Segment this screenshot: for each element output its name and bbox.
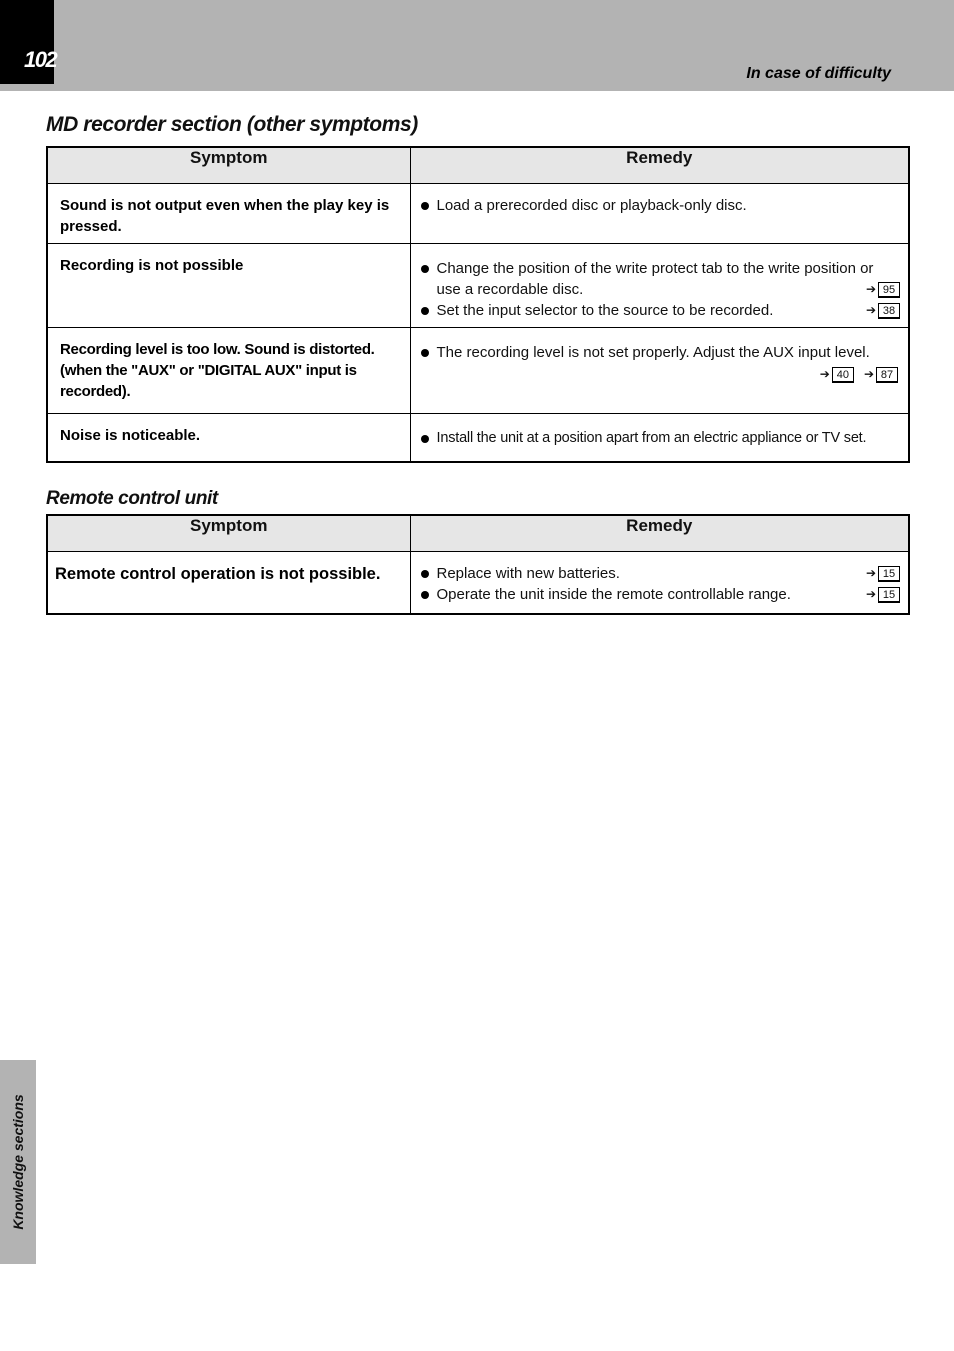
page-number-box bbox=[0, 0, 57, 84]
remedy-item bbox=[419, 258, 901, 300]
remedy-item bbox=[419, 563, 901, 584]
remedy-text: Replace with new batteries. bbox=[436, 565, 620, 582]
remedy-text: Load a prerecorded disc or playback-only disc. bbox=[436, 197, 747, 214]
page-number: 102 bbox=[24, 47, 57, 72]
table-row bbox=[47, 552, 909, 614]
page-reference bbox=[864, 300, 900, 321]
symptom-cell: Sound is not output even when the play key is pressed. bbox=[47, 184, 410, 244]
symptom-cell: Recording level is too low. Sound is distorted. (when the "AUX" or "DIGITAL AUX" input is recorded). bbox=[47, 328, 410, 414]
remedy-text: Set the input selector to the source to be recorded. bbox=[436, 302, 774, 319]
remedy-item bbox=[419, 300, 901, 321]
arrow-right-icon: ➔ bbox=[865, 587, 876, 601]
remedy-cell bbox=[410, 552, 909, 614]
bullet-icon bbox=[421, 570, 429, 578]
book-page-icon: 38 bbox=[878, 303, 900, 319]
symptom-cell: Remote control operation is not possible. bbox=[47, 552, 410, 614]
book-page-icon: 87 bbox=[876, 367, 898, 383]
book-page-icon: 40 bbox=[832, 367, 854, 383]
page-reference bbox=[864, 279, 900, 300]
table-row bbox=[47, 328, 909, 414]
remedy-item bbox=[419, 342, 901, 363]
bullet-icon bbox=[421, 307, 429, 315]
table-row bbox=[47, 244, 909, 328]
arrow-right-icon: ➔ bbox=[865, 282, 876, 296]
remedy-cell bbox=[410, 184, 909, 244]
section-title: MD recorder section (other symptoms) bbox=[46, 113, 418, 136]
book-page-icon: 15 bbox=[878, 566, 900, 582]
side-tab-label: Knowledge sections bbox=[10, 1094, 26, 1230]
remedy-item bbox=[419, 584, 901, 605]
remedy-cell bbox=[410, 414, 909, 462]
page-reference-line bbox=[419, 363, 901, 385]
table-row bbox=[47, 414, 909, 462]
bullet-icon bbox=[421, 265, 429, 273]
bullet-icon bbox=[421, 349, 429, 357]
remedy-text: Operate the unit inside the remote controllable range. bbox=[436, 586, 791, 603]
symptom-column-header: Symptom bbox=[47, 147, 410, 184]
table-header-row bbox=[47, 515, 909, 552]
bullet-icon bbox=[421, 591, 429, 599]
arrow-right-icon: ➔ bbox=[819, 367, 830, 381]
remote-troubleshooting-table bbox=[46, 514, 910, 615]
remedy-cell bbox=[410, 328, 909, 414]
remedy-text: Change the position of the write protect tab to the write position or use a recordable disc. bbox=[436, 260, 874, 298]
book-page-icon: 15 bbox=[878, 587, 900, 603]
remedy-text: The recording level is not set properly. Adjust the AUX input level. bbox=[436, 344, 870, 361]
page-reference bbox=[818, 364, 854, 385]
arrow-right-icon: ➔ bbox=[865, 566, 876, 580]
page-reference bbox=[862, 364, 898, 385]
header-title: In case of difficulty bbox=[746, 65, 891, 82]
bullet-icon bbox=[421, 435, 429, 443]
remedy-cell bbox=[410, 244, 909, 328]
bullet-icon bbox=[421, 202, 429, 210]
page-reference bbox=[864, 584, 900, 605]
page-reference bbox=[864, 563, 900, 584]
table-row bbox=[47, 184, 909, 244]
md-troubleshooting-table bbox=[46, 146, 910, 463]
remote-section-title: Remote control unit bbox=[46, 488, 218, 509]
book-page-icon: 95 bbox=[878, 282, 900, 298]
symptom-cell: Recording is not possible bbox=[47, 244, 410, 328]
remedy-item bbox=[419, 195, 901, 216]
remedy-column-header: Remedy bbox=[410, 515, 909, 552]
remedy-item bbox=[419, 428, 901, 449]
arrow-right-icon: ➔ bbox=[863, 367, 874, 381]
table-header-row bbox=[47, 147, 909, 184]
symptom-cell: Noise is noticeable. bbox=[47, 414, 410, 462]
remedy-column-header: Remedy bbox=[410, 147, 909, 184]
arrow-right-icon: ➔ bbox=[865, 303, 876, 317]
remedy-text: Install the unit at a position apart from an electric appliance or TV set. bbox=[436, 430, 867, 446]
symptom-column-header: Symptom bbox=[47, 515, 410, 552]
